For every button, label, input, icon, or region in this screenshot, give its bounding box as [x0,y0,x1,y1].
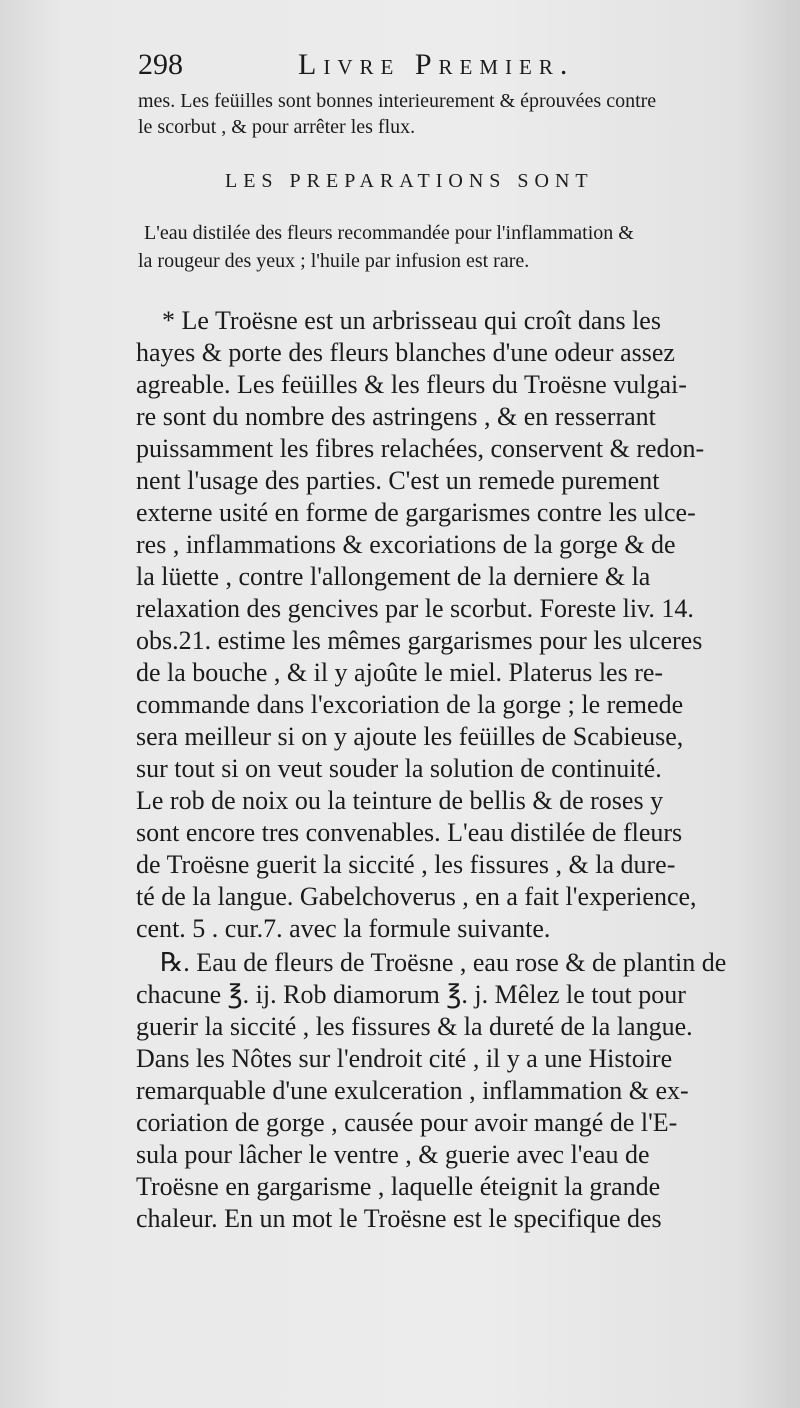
text-line: externe usité en forme de gargarismes contre les ulce- [136,498,696,527]
text-line: agreable. Les feüilles & les fleurs du Troësne vulgai- [136,370,687,399]
text-line: sont encore tres convenables. L'eau distilée de fleurs [136,818,683,847]
text-line: commande dans l'excoriation de la gorge ; le remede [136,690,684,719]
text-line: re sont du nombre des astringens , & en resserrant [136,402,656,431]
text-line: mes. Les feüilles sont bonnes interieurement & éprouvées contre [138,90,657,112]
text-line: res , inflammations & excoriations de la gorge & de [136,530,676,559]
text-line: la lüette , contre l'allongement de la derniere & la [136,562,651,591]
text-line: * Le Troësne est un arbrisseau qui croît dans les [162,306,661,335]
text-line: ℞. Eau de fleurs de Troësne , eau rose & de plantin de [160,948,727,977]
text-line: sur tout si on veut souder la solution de continuité. [136,754,662,783]
text-line: Le rob de noix ou la teinture de bellis & de roses y [136,786,664,815]
text-line: L'eau distilée des fleurs recommandée pour l'inflammation & [144,222,634,244]
page-header [138,48,788,88]
page-number: 298 [138,48,183,81]
text-line: remarquable d'une exulceration , inflammation & ex- [136,1076,689,1105]
text-line: le scorbut , & pour arrêter les flux. [138,116,416,138]
text-line: sera meilleur si on y ajoute les feüilles de Scabieuse, [136,722,684,751]
section-title: LES PREPARATIONS SONT [225,170,594,192]
text-line: coriation de gorge , causée pour avoir mangé de l'E- [136,1108,678,1137]
text-line: cent. 5 . cur.7. avec la formule suivante. [136,914,551,943]
text-line: obs.21. estime les mêmes gargarismes pour les ulceres [136,626,703,655]
text-line: nent l'usage des parties. C'est un remede purement [136,466,660,495]
text-line: puissamment les fibres relachées, conservent & redon- [136,434,705,463]
text-line: de la bouche , & il y ajoûte le miel. Platerus les re- [136,658,664,687]
text-line: sula pour lâcher le ventre , & guerie avec l'eau de [136,1140,650,1169]
text-line: la rougeur des yeux ; l'huile par infusion est rare. [138,250,530,272]
text-line: relaxation des gencives par le scorbut. Foreste liv. 14. [136,594,694,623]
running-title: Livre Premier. [298,48,575,81]
text-line: Dans les Nôtes sur l'endroit cité , il y a une Histoire [136,1044,673,1073]
text-line: chacune ℥. ij. Rob diamorum ℥. j. Mêlez le tout pour [136,980,686,1009]
text-line: té de la langue. Gabelchoverus , en a fait l'experience, [136,882,697,911]
text-line: guerir la siccité , les fissures & la dureté de la langue. [136,1012,693,1041]
text-line: Troësne en gargarisme , laquelle éteignit la grande [136,1172,661,1201]
text-line: de Troësne guerit la siccité , les fissures , & la dure- [136,850,676,879]
text-line: chaleur. En un mot le Troësne est le specifique des [136,1204,662,1233]
text-line: hayes & porte des fleurs blanches d'une odeur assez [136,338,675,367]
